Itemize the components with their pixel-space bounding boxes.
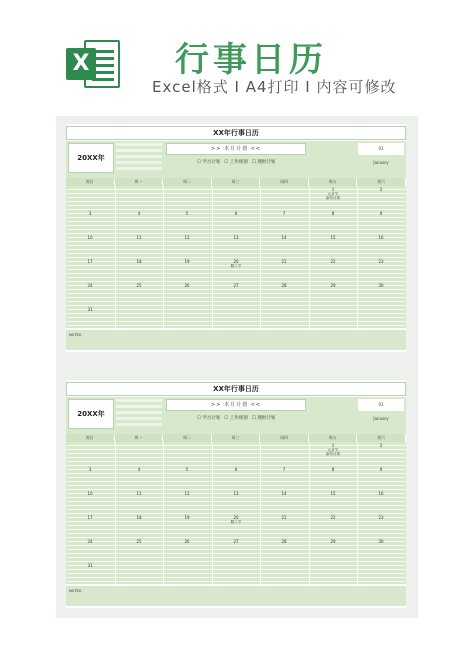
day-number[interactable]: 24 xyxy=(87,283,93,288)
grid-divider xyxy=(309,186,310,328)
day-number[interactable]: 8 xyxy=(331,467,335,472)
day-number[interactable]: 24 xyxy=(87,539,93,544)
day-number[interactable]: 23 xyxy=(378,259,384,264)
day-number[interactable]: 28 xyxy=(281,539,287,544)
day-number[interactable]: 12 xyxy=(184,235,190,240)
plan-label: >> 本月计划 << xyxy=(166,143,306,155)
day-number[interactable]: 14 xyxy=(281,235,287,240)
calendar-grid xyxy=(66,186,406,328)
grid-divider xyxy=(357,442,358,584)
day-number[interactable]: 20 xyxy=(233,515,239,520)
day-number[interactable]: 31 xyxy=(87,307,93,312)
day-number[interactable]: 11 xyxy=(136,491,142,496)
month-name: January xyxy=(373,160,389,165)
page-subtitle: Excel格式 I A4打印 I 内容可修改 xyxy=(152,78,397,96)
weekday-header xyxy=(66,434,406,442)
day-number[interactable]: 2 xyxy=(379,187,383,192)
notes-label: NOTES： xyxy=(69,333,85,337)
day-number[interactable]: 30 xyxy=(378,539,384,544)
weekday-label: 周四 xyxy=(260,434,309,442)
month-number: 01 xyxy=(358,399,404,411)
day-number[interactable]: 20 xyxy=(233,259,239,264)
day-number[interactable]: 7 xyxy=(282,211,286,216)
grid-divider xyxy=(260,442,261,584)
day-number[interactable]: 31 xyxy=(87,563,93,568)
day-number[interactable]: 6 xyxy=(234,211,238,216)
plan-option[interactable]: ☐ 理财计划 xyxy=(251,416,276,421)
day-number[interactable]: 22 xyxy=(330,515,336,520)
day-number[interactable]: 16 xyxy=(378,491,384,496)
day-number[interactable]: 9 xyxy=(379,211,383,216)
year-field[interactable]: 20XX年 xyxy=(68,143,114,173)
grid-divider xyxy=(115,442,116,584)
day-number[interactable]: 15 xyxy=(330,491,336,496)
day-note: 腊八节 xyxy=(230,264,242,268)
excel-icon xyxy=(66,38,122,90)
plan-option[interactable]: ☐ 学习计划 xyxy=(196,160,221,165)
weekday-header xyxy=(66,178,406,186)
grid-divider xyxy=(309,442,310,584)
notes-section[interactable] xyxy=(66,586,406,606)
weekday-label: 周六 xyxy=(357,434,406,442)
day-number[interactable]: 3 xyxy=(88,467,92,472)
plan-option[interactable]: ☐ 工作规划 xyxy=(224,160,248,165)
plan-option[interactable]: ☐ 工作规划 xyxy=(224,416,248,421)
weekday-label: 周六 xyxy=(357,178,406,186)
grid-divider xyxy=(212,442,213,584)
day-number[interactable]: 7 xyxy=(282,467,286,472)
day-number[interactable]: 6 xyxy=(234,467,238,472)
day-number[interactable]: 27 xyxy=(233,539,239,544)
weekday-label: 周五 xyxy=(309,178,358,186)
notes-section[interactable] xyxy=(66,330,406,350)
day-number[interactable]: 10 xyxy=(87,235,93,240)
header-stripes xyxy=(116,143,162,175)
day-note: 元旦节 xyxy=(327,192,339,196)
day-number[interactable]: 30 xyxy=(378,283,384,288)
header-stripes xyxy=(116,399,162,431)
day-number[interactable]: 18 xyxy=(136,515,142,520)
day-number[interactable]: 16 xyxy=(378,235,384,240)
day-number[interactable]: 19 xyxy=(184,259,190,264)
day-number[interactable]: 25 xyxy=(136,283,142,288)
day-number[interactable]: 13 xyxy=(233,235,239,240)
day-number[interactable]: 21 xyxy=(281,515,287,520)
day-number[interactable]: 28 xyxy=(281,283,287,288)
year-field[interactable]: 20XX年 xyxy=(68,399,114,429)
weekday-label: 周日 xyxy=(66,434,115,442)
grid-divider xyxy=(163,442,164,584)
weekday-label: 周一 xyxy=(115,434,164,442)
day-number[interactable]: 1 xyxy=(331,187,335,192)
day-number[interactable]: 2 xyxy=(379,443,383,448)
day-number[interactable]: 9 xyxy=(379,467,383,472)
day-number[interactable]: 10 xyxy=(87,491,93,496)
day-number[interactable]: 26 xyxy=(184,283,190,288)
month-name: January xyxy=(373,416,389,421)
day-number[interactable]: 12 xyxy=(184,491,190,496)
day-number[interactable]: 26 xyxy=(184,539,190,544)
day-number[interactable]: 4 xyxy=(137,211,141,216)
weekday-label: 周日 xyxy=(66,178,115,186)
day-number[interactable]: 15 xyxy=(330,235,336,240)
weekday-label: 周四 xyxy=(260,178,309,186)
plan-options xyxy=(166,157,306,169)
grid-divider xyxy=(163,186,164,328)
weekday-label: 周一 xyxy=(115,178,164,186)
day-number[interactable]: 25 xyxy=(136,539,142,544)
weekday-label: 周二 xyxy=(163,178,212,186)
day-number[interactable]: 29 xyxy=(330,283,336,288)
excel-badge: X xyxy=(66,48,96,80)
day-number[interactable]: 5 xyxy=(185,211,189,216)
day-number[interactable]: 23 xyxy=(378,515,384,520)
day-number[interactable]: 1 xyxy=(331,443,335,448)
day-number[interactable]: 17 xyxy=(87,259,93,264)
calendar-page xyxy=(66,124,406,352)
plan-label: >> 本月计划 << xyxy=(166,399,306,411)
day-number[interactable]: 22 xyxy=(330,259,336,264)
day-number[interactable]: 13 xyxy=(233,491,239,496)
day-number[interactable]: 18 xyxy=(136,259,142,264)
calendar-title: XX年行事日历 xyxy=(66,382,406,396)
page-title: 行事日历 xyxy=(175,40,327,80)
day-note: 新年计划 xyxy=(326,196,340,200)
day-number[interactable]: 5 xyxy=(185,467,189,472)
weekday-label: 周三 xyxy=(212,434,261,442)
day-number[interactable]: 27 xyxy=(233,283,239,288)
plan-option[interactable]: ☐ 学习计划 xyxy=(196,416,221,421)
day-note: 元旦节 xyxy=(327,448,339,452)
plan-options xyxy=(166,413,306,425)
day-number[interactable]: 3 xyxy=(88,211,92,216)
day-number[interactable]: 4 xyxy=(137,467,141,472)
calendar-page xyxy=(66,380,406,608)
day-number[interactable]: 11 xyxy=(136,235,142,240)
day-number[interactable]: 14 xyxy=(281,491,287,496)
day-note: 新年计划 xyxy=(326,452,340,456)
calendar-grid xyxy=(66,442,406,584)
day-number[interactable]: 8 xyxy=(331,211,335,216)
month-number: 01 xyxy=(358,143,404,155)
header xyxy=(0,0,474,118)
plan-option[interactable]: ☐ 理财计划 xyxy=(251,160,276,165)
grid-divider xyxy=(212,186,213,328)
notes-label: NOTES： xyxy=(69,589,85,593)
day-note: 腊八节 xyxy=(230,520,242,524)
day-number[interactable]: 17 xyxy=(87,515,93,520)
day-number[interactable]: 29 xyxy=(330,539,336,544)
day-number[interactable]: 19 xyxy=(184,515,190,520)
grid-divider xyxy=(357,186,358,328)
grid-divider xyxy=(115,186,116,328)
weekday-label: 周三 xyxy=(212,178,261,186)
weekday-label: 周五 xyxy=(309,434,358,442)
grid-divider xyxy=(260,186,261,328)
weekday-label: 周二 xyxy=(163,434,212,442)
calendar-title: XX年行事日历 xyxy=(66,126,406,140)
day-number[interactable]: 21 xyxy=(281,259,287,264)
